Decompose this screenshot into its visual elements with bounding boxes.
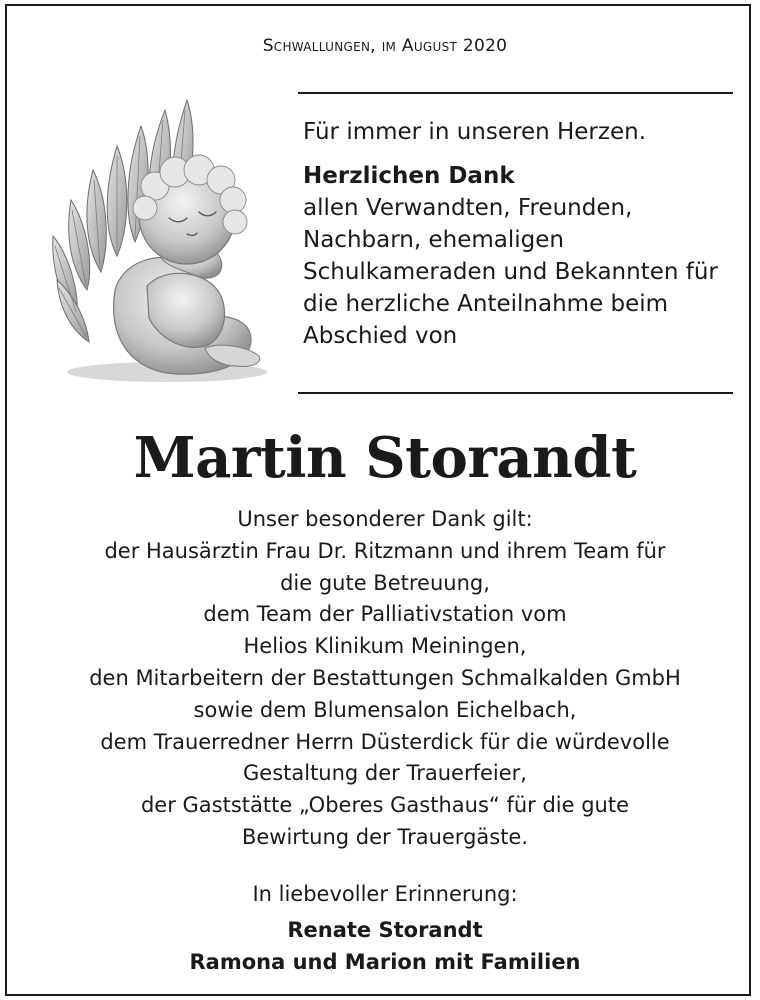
thanks-line: die herzliche Anteilnahme beim <box>303 291 669 317</box>
special-thanks-line: dem Trauerredner Herrn Düsterdick für die würdevolle <box>100 729 670 754</box>
special-thanks-line: Bewirtung der Trauergäste. <box>241 824 529 849</box>
special-thanks-line: der Gaststätte „Oberes Gasthaus“ für die gute <box>140 793 630 818</box>
signatory-name: Renate Storandt <box>287 918 483 942</box>
special-thanks-line: sowie dem Blumensalon Eichelbach, <box>193 697 577 722</box>
deceased-name: Martin Storandt <box>133 425 637 491</box>
motto: Für immer in unseren Herzen. <box>303 119 647 145</box>
signatory-name: Ramona und Marion mit Familien <box>189 950 581 974</box>
thanks-line: allen Verwandten, Freunden, <box>303 195 633 221</box>
special-thanks-line: den Mitarbeitern der Bestattungen Schmalkalden GmbH <box>89 665 681 690</box>
thanks-line: Nachbarn, ehemaligen <box>303 227 564 253</box>
special-thanks-line: Helios Klinikum Meiningen, <box>243 634 527 659</box>
special-thanks-line: Gestaltung der Trauerfeier, <box>243 761 527 786</box>
bottom-divider <box>298 392 733 394</box>
closing-block <box>7 878 760 978</box>
top-divider <box>298 92 733 94</box>
special-thanks-line: dem Team der Palliativstation vom <box>203 602 567 627</box>
thanks-title: Herzlichen Dank <box>303 163 515 189</box>
sleeping-angel-icon <box>37 90 273 390</box>
intro-block <box>303 116 743 352</box>
special-thanks-line: die gute Betreuung, <box>280 570 490 595</box>
notice-frame <box>5 4 751 996</box>
thanks-line: Schulkameraden und Bekannten für <box>303 259 718 285</box>
place-date: Schwallungen, im August 2020 <box>262 36 508 56</box>
special-thanks-line: Unser besonderer Dank gilt: <box>237 507 533 531</box>
special-thanks <box>27 504 743 854</box>
thanks-line: Abschied von <box>303 323 458 349</box>
special-thanks-line: der Hausärztin Frau Dr. Ritzmann und ihrem Team für <box>104 538 666 563</box>
closing-intro: In liebevoller Erinnerung: <box>252 882 518 906</box>
